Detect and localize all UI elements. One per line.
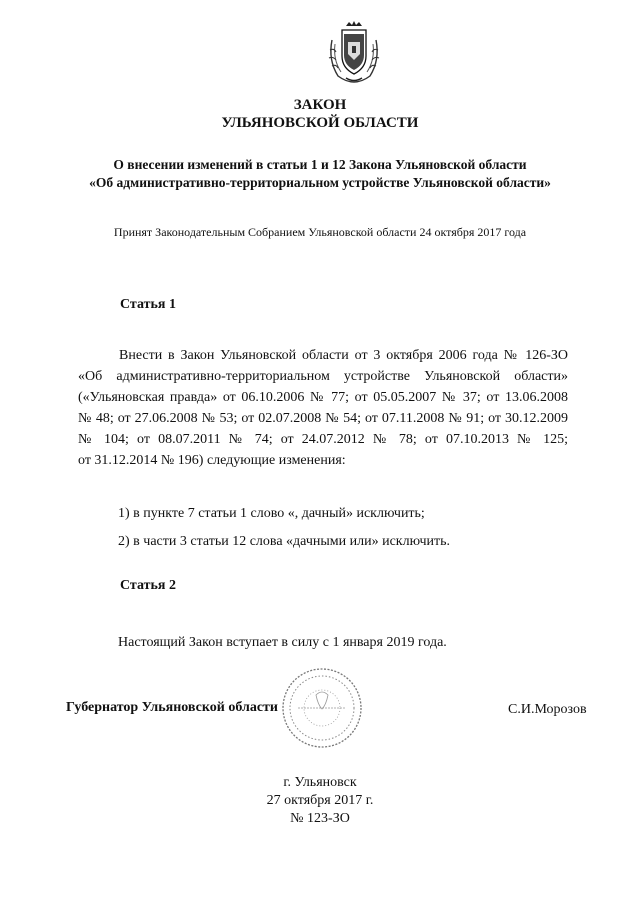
article2-heading: Статья 2 bbox=[120, 578, 176, 593]
footer-number: № 123-ЗО bbox=[290, 811, 350, 826]
subtitle-line2: «Об административно-территориальном устройстве Ульяновской области» bbox=[89, 175, 551, 190]
coat-of-arms-emblem bbox=[324, 20, 384, 84]
subtitle-line1: О внесении изменений в статьи 1 и 12 Закона Ульяновской области bbox=[113, 157, 527, 172]
article1-line: № 48; от 27.06.2008 № 53; от 02.07.2008 № 54; от 07.11.2008 № 91; от 30.12.2009 bbox=[78, 411, 568, 426]
official-seal-stamp bbox=[280, 665, 364, 751]
article1-line: от 31.12.2014 № 196) следующие изменения: bbox=[78, 453, 346, 468]
signature-name: С.И.Морозов bbox=[508, 702, 587, 717]
article1-heading: Статья 1 bbox=[120, 297, 176, 312]
article1-item1: 1) в пункте 7 статьи 1 слово «, дачный» исключить; bbox=[118, 506, 425, 521]
article1-line: «Об административно-территориальном устройстве Ульяновской области» bbox=[78, 369, 568, 384]
article1-line: № 104; от 08.07.2011 № 74; от 24.07.2012 № 78; от 07.10.2013 № 125; bbox=[78, 432, 568, 447]
article1-line: («Ульяновская правда» от 06.10.2006 № 77; от 05.05.2007 № 37; от 13.06.2008 bbox=[78, 390, 568, 405]
article1-line: Внести в Закон Ульяновской области от 3 октября 2006 года № 126-ЗО bbox=[119, 348, 568, 363]
law-title: ЗАКОН bbox=[293, 97, 347, 113]
region-title: УЛЬЯНОВСКОЙ ОБЛАСТИ bbox=[221, 115, 419, 131]
footer-city: г. Ульяновск bbox=[283, 775, 357, 790]
signature-position: Губернатор Ульяновской области bbox=[66, 700, 278, 715]
adopted-line: Принят Законодательным Собранием Ульяновской области 24 октября 2017 года bbox=[113, 225, 527, 239]
article1-item2: 2) в части 3 статьи 12 слова «дачными или» исключить. bbox=[118, 534, 451, 549]
footer-date: 27 октября 2017 г. bbox=[266, 793, 374, 808]
article1-body bbox=[78, 345, 568, 471]
article2-text: Настоящий Закон вступает в силу с 1 января 2019 года. bbox=[118, 635, 447, 650]
